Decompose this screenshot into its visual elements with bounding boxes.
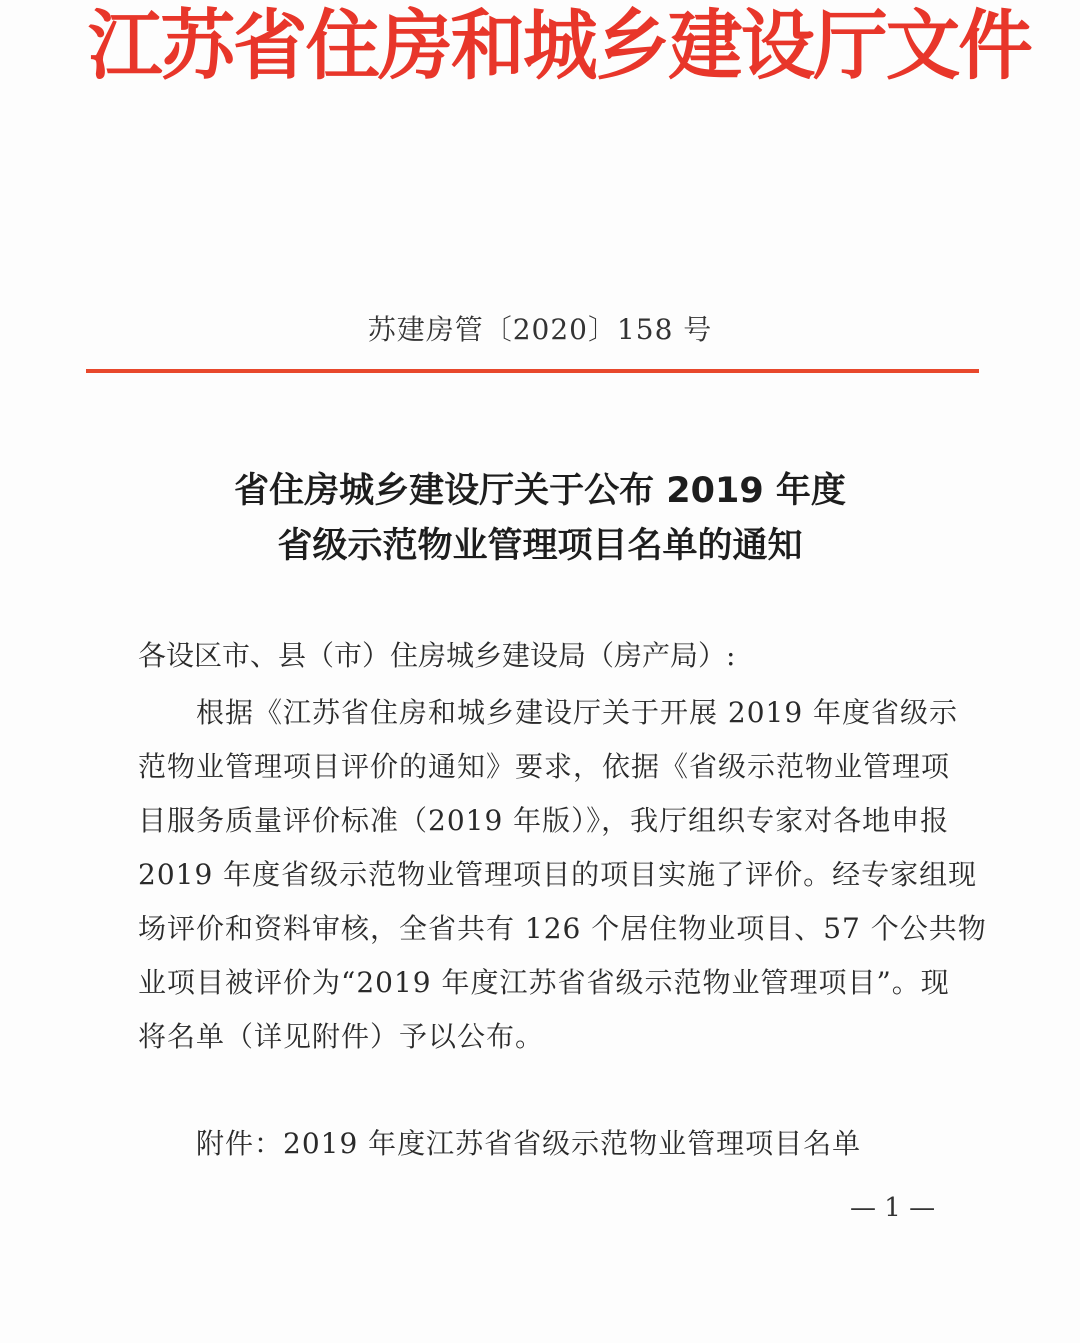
title-line-2: 省级示范物业管理项目名单的通知: [277, 526, 803, 566]
body-line: 将名单（详见附件）予以公布。: [138, 1020, 545, 1053]
title-line-1: 省住房城乡建设厅关于公布 2019 年度: [234, 471, 846, 511]
salutation: 各设区市、县（市）住房城乡建设局（房产局）:: [138, 639, 736, 672]
body-line: 范物业管理项目评价的通知》要求，依据《省级示范物业管理项: [138, 750, 951, 783]
body-line: 2019 年度省级示范物业管理项目的项目实施了评价。经专家组现: [138, 858, 978, 891]
red-divider-line: [86, 369, 979, 373]
page-number: — 1 —: [850, 1193, 936, 1223]
notice-title: [0, 464, 1080, 574]
attachment-note: 附件：2019 年度江苏省省级示范物业管理项目名单: [196, 1127, 862, 1160]
body-line: 业项目被评价为“2019 年度江苏省省级示范物业管理项目”。现: [138, 966, 950, 999]
body-line: 目服务质量评价标准（2019 年版）》，我厅组织专家对各地申报: [138, 804, 950, 837]
body-paragraph: [138, 686, 987, 1064]
document-number: 苏建房管〔2020〕158 号: [367, 313, 713, 346]
body-line: 根据《江苏省住房和城乡建设厅关于开展 2019 年度省级示: [196, 696, 959, 729]
masthead-title: 江苏省住房和城乡建设厅文件: [88, 1, 1031, 90]
body-line: 场评价和资料审核，全省共有 126 个居住物业项目、57 个公共物: [138, 912, 987, 945]
